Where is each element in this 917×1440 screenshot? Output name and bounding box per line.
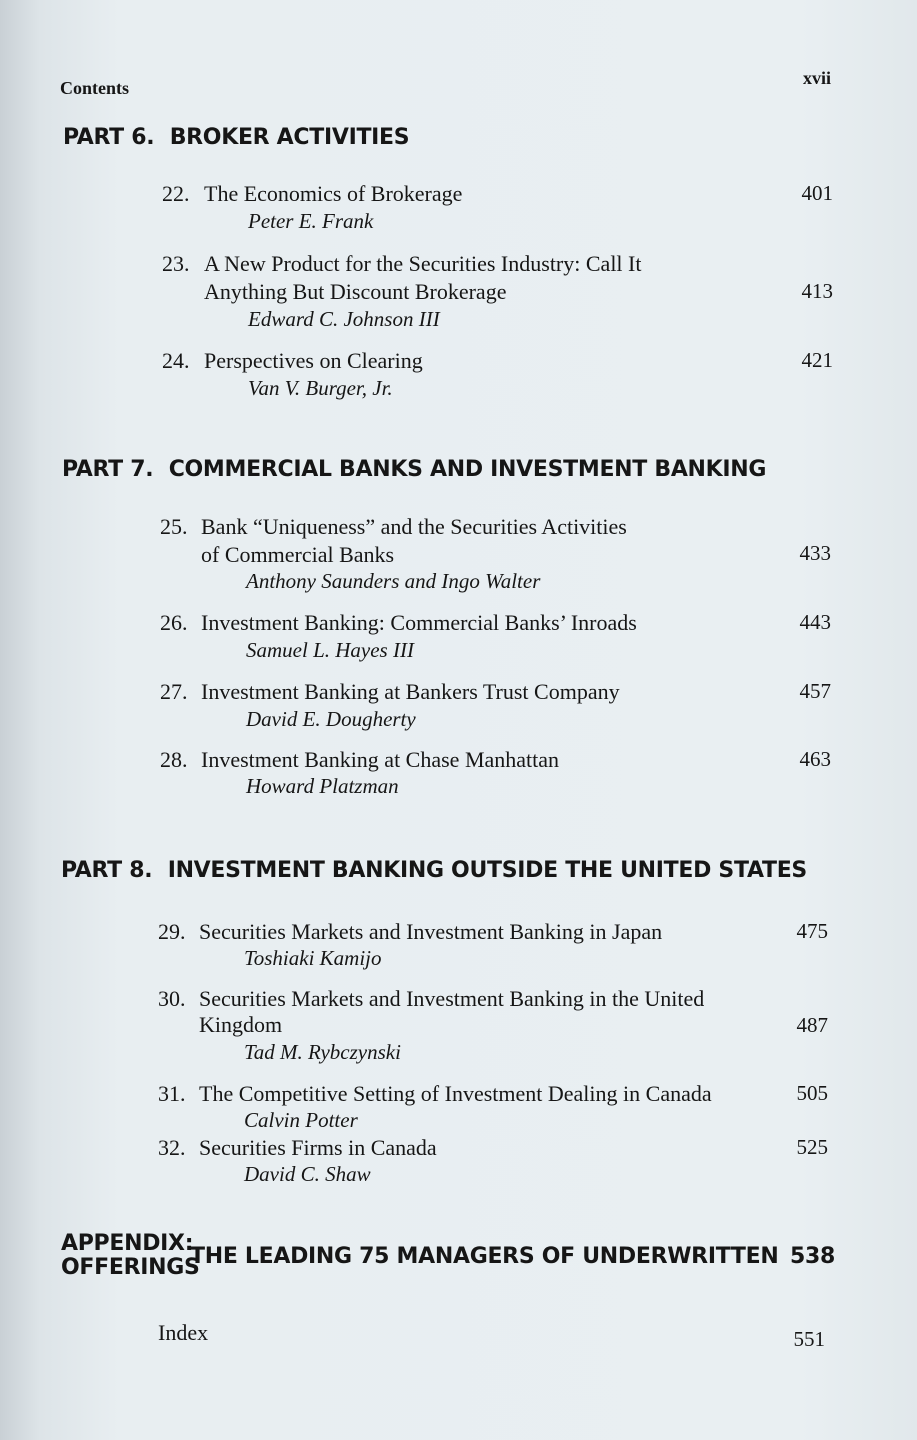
- part-label: PART 8.: [61, 858, 153, 883]
- appendix-label-line: OFFERINGS: [61, 1255, 200, 1280]
- chapter-number: 30.: [158, 986, 186, 1011]
- chapter-title-line: Securities Firms in Canada: [199, 1135, 437, 1160]
- chapter-page: 443: [799, 610, 831, 634]
- appendix-label-line: APPENDIX:: [61, 1231, 194, 1256]
- chapter-title-line: Investment Banking: Commercial Banks’ Inroads: [201, 610, 637, 635]
- chapter-author: Howard Platzman: [246, 774, 399, 798]
- running-header-page-number: xvii: [802, 68, 831, 88]
- index-page: 551: [793, 1327, 825, 1351]
- chapter-title-line: Securities Markets and Investment Banking in Japan: [199, 919, 663, 944]
- chapter-title-line: A New Product for the Securities Industry: Call It: [204, 251, 642, 276]
- part-heading: [63, 125, 409, 150]
- chapter-number: 22.: [162, 181, 190, 206]
- chapter-page: 525: [796, 1135, 828, 1159]
- chapter-author: Van V. Burger, Jr.: [248, 376, 393, 400]
- chapter-author: Tad M. Rybczynski: [244, 1040, 401, 1064]
- chapter-number: 31.: [158, 1081, 186, 1106]
- chapter-author: Samuel L. Hayes III: [246, 638, 414, 662]
- appendix-title: THE LEADING 75 MANAGERS OF UNDERWRITTEN: [190, 1244, 779, 1269]
- chapter-page: 457: [799, 679, 831, 703]
- chapter-title-line: of Commercial Banks: [201, 542, 395, 567]
- chapter-title-line: Anything But Discount Brokerage: [204, 279, 507, 304]
- chapter-title-line: Perspectives on Clearing: [204, 348, 423, 373]
- chapter-title-line: Bank “Uniqueness” and the Securities Activities: [201, 514, 627, 539]
- chapter-title-line: The Economics of Brokerage: [204, 181, 463, 206]
- chapter-page: 487: [796, 1013, 828, 1037]
- chapter-page: 505: [796, 1081, 828, 1105]
- chapter-author: Toshiaki Kamijo: [244, 946, 382, 970]
- chapter-number: 32.: [158, 1135, 186, 1160]
- chapter-number: 25.: [160, 514, 188, 539]
- index-label: Index: [158, 1320, 209, 1345]
- chapter-author: David C. Shaw: [244, 1162, 371, 1186]
- appendix-page: 538: [789, 1244, 835, 1269]
- chapter-title-line: Investment Banking at Chase Manhattan: [201, 747, 560, 772]
- part-title: BROKER ACTIVITIES: [169, 125, 410, 150]
- part-title: COMMERCIAL BANKS AND INVESTMENT BANKING: [168, 457, 767, 482]
- chapter-number: 26.: [160, 610, 188, 635]
- chapter-title-line: Investment Banking at Bankers Trust Company: [201, 679, 620, 704]
- chapter-number: 23.: [162, 251, 190, 276]
- chapter-author: Calvin Potter: [244, 1108, 358, 1132]
- part-title: INVESTMENT BANKING OUTSIDE THE UNITED STATES: [167, 858, 807, 883]
- running-header-section: Contents: [60, 78, 130, 98]
- chapter-page: 433: [799, 541, 831, 565]
- chapter-number: 29.: [158, 919, 186, 944]
- chapter-author: Peter E. Frank: [248, 209, 374, 233]
- chapter-number: 27.: [160, 679, 188, 704]
- chapter-page: 463: [799, 747, 831, 771]
- part-label: PART 7.: [62, 457, 154, 482]
- chapter-author: Anthony Saunders and Ingo Walter: [246, 569, 541, 593]
- chapter-page: 421: [801, 348, 833, 372]
- chapter-number: 24.: [162, 348, 190, 373]
- chapter-page: 401: [801, 181, 833, 205]
- chapter-page: 475: [796, 919, 828, 943]
- chapter-author: Edward C. Johnson III: [248, 307, 440, 331]
- chapter-title-line: Securities Markets and Investment Banking in the United: [199, 986, 705, 1011]
- chapter-author: David E. Dougherty: [246, 707, 416, 731]
- part-heading: [61, 858, 807, 883]
- chapter-title-line: The Competitive Setting of Investment Dealing in Canada: [199, 1081, 712, 1106]
- chapter-page: 413: [801, 279, 833, 303]
- chapter-title-line: Kingdom: [199, 1012, 283, 1037]
- chapter-number: 28.: [160, 747, 188, 772]
- part-label: PART 6.: [63, 125, 155, 150]
- part-heading: [62, 457, 766, 482]
- appendix-label: [61, 1232, 200, 1280]
